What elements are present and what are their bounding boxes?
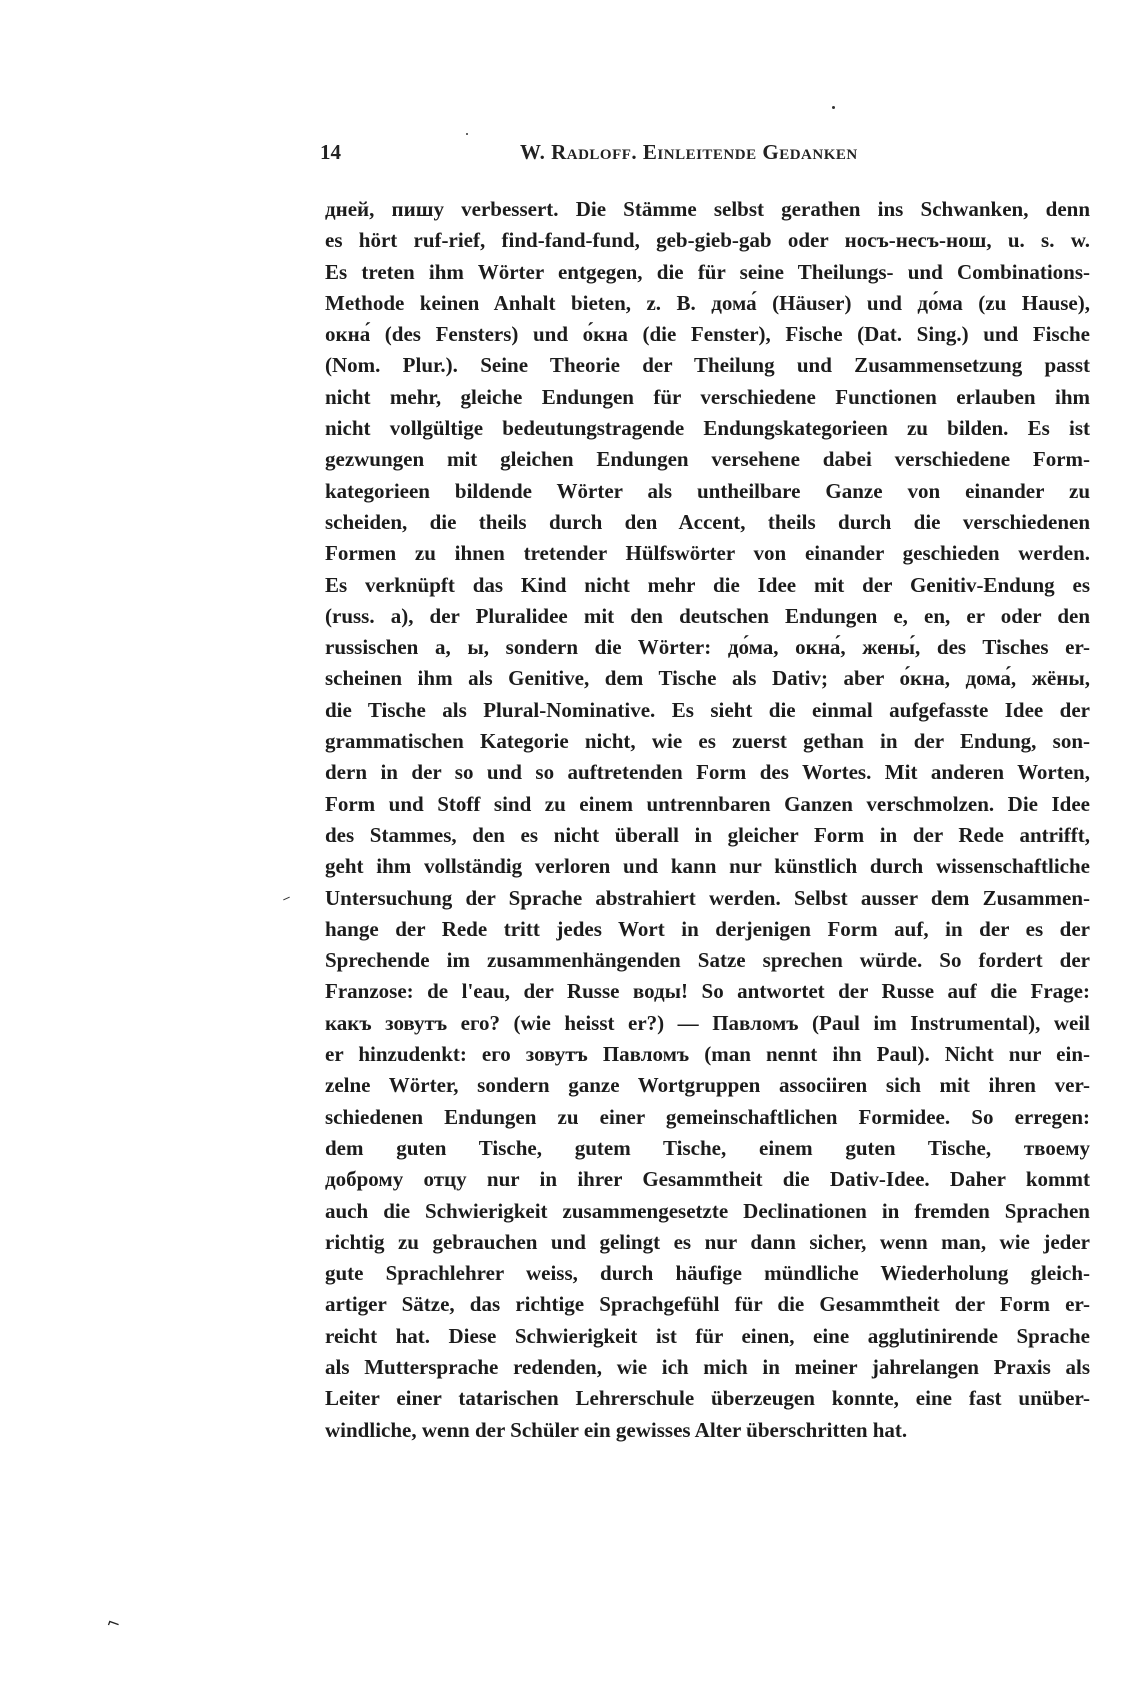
- text-line: Sprechende im zusammenhängenden Satze sprechen würde. So fordert der: [325, 948, 1090, 973]
- running-head: [320, 140, 880, 174]
- scan-speck: [466, 133, 468, 135]
- text-line: es hört ruf-rief, find-fand-fund, geb-gieb-gab oder носъ-несъ-нош, u. s. w.: [325, 228, 1090, 253]
- text-line: richtig zu gebrauchen und gelingt es nur dann sicher, wenn man, wie jeder: [325, 1229, 1090, 1254]
- text-line: grammatischen Kategorie nicht, wie es zuerst gethan in der Endung, son-: [325, 729, 1090, 754]
- text-line: nicht vollgültige bedeutungstragende Endungskategorieen zu bilden. Es ist: [325, 416, 1090, 441]
- text-line: dern in der so und so auftretenden Form des Wortes. Mit anderen Worten,: [325, 760, 1090, 785]
- text-line: schiedenen Endungen zu einer gemeinschaftlichen Formidee. So erregen:: [325, 1104, 1090, 1129]
- text-line: nicht mehr, gleiche Endungen für verschiedene Functionen erlauben ihm: [325, 384, 1090, 409]
- text-line: окна́ (des Fensters) und о́кна (die Fenster), Fische (Dat. Sing.) und Fische: [325, 322, 1090, 347]
- text-line: доброму отцу nur in ihrer Gesammtheit die Dativ-Idee. Daher kommt: [325, 1167, 1090, 1192]
- text-line: gezwungen mit gleichen Endungen versehene dabei verschiedene Form-: [325, 447, 1090, 472]
- text-line: gute Sprachlehrer weiss, durch häufige mündliche Wiederholung gleich-: [325, 1261, 1090, 1286]
- text-line: windliche, wenn der Schüler ein gewisses Alter überschritten hat.: [325, 1417, 908, 1442]
- text-line: als Muttersprache redenden, wie ich mich in meiner jahrelangen Praxis als: [325, 1354, 1090, 1379]
- text-line: Methode keinen Anhalt bieten, z. B. дома́ (Häuser) und до́ма (zu Hause),: [325, 290, 1090, 315]
- text-line: Es verknüpft das Kind nicht mehr die Idee mit der Genitiv-Endung es: [325, 572, 1090, 597]
- text-line: Untersuchung der Sprache abstrahiert werden. Selbst ausser dem Zusammen-: [325, 885, 1090, 910]
- running-title: W. Radloff. Einleitende Gedanken: [520, 140, 858, 164]
- scan-speck: [283, 897, 290, 901]
- page-number: 14: [320, 140, 341, 164]
- text-line: Form und Stoff sind zu einem untrennbaren Ganzen verschmolzen. Die Idee: [325, 791, 1090, 816]
- text-line: zelne Wörter, sondern ganze Wortgruppen associiren sich mit ihren ver-: [325, 1073, 1090, 1098]
- body-text: [325, 194, 1090, 1446]
- text-line: kategorieen bildende Wörter als untheilbare Ganze von einander zu: [325, 478, 1090, 503]
- scan-speck: [832, 106, 835, 109]
- text-line: Es treten ihm Wörter entgegen, die für seine Theilungs- und Combinations-: [325, 259, 1090, 284]
- text-line: hange der Rede tritt jedes Wort in derjenigen Form auf, in der es der: [325, 916, 1090, 941]
- text-line: днeй, пишу verbessert. Die Stämme selbst gerathen ins Schwanken, denn: [325, 197, 1090, 221]
- text-line: dem guten Tische, gutem Tische, einem guten Tische, твоему: [325, 1135, 1090, 1160]
- text-line: scheinen ihm als Genitive, dem Tische als Dativ; aber о́кна, дома́, жёны,: [325, 666, 1090, 691]
- text-line: Franzose: de l'eau, der Russe воды! So antwortet der Russe auf die Frage:: [325, 979, 1090, 1004]
- text-line: des Stammes, den es nicht überall in gleicher Form in der Rede antrifft,: [325, 822, 1090, 847]
- text-line: (Nom. Plur.). Seine Theorie der Theilung und Zusammensetzung passt: [325, 353, 1090, 378]
- text-line: auch die Schwierigkeit zusammengesetzte Declinationen in fremden Sprachen: [325, 1198, 1090, 1223]
- text-line: russischen а, ы, sondern die Wörter: до́ма, окна́, жены́, des Tisches er-: [325, 635, 1090, 660]
- text-line: artiger Sätze, das richtige Sprachgefühl für die Gesammtheit der Form er-: [325, 1292, 1090, 1317]
- text-line: Formen zu ihnen tretender Hülfswörter von einander geschieden werden.: [325, 541, 1090, 566]
- text-line: какъ зовутъ его? (wie heisst er?) — Павломъ (Paul im Instrumental), weil: [325, 1010, 1090, 1035]
- text-line: (russ. a), der Pluralidee mit den deutschen Endungen e, en, er oder den: [325, 603, 1090, 628]
- text-line: er hinzudenkt: его зовутъ Павломъ (man nennt ihn Paul). Nicht nur ein-: [325, 1042, 1090, 1067]
- scan-mark: ⌐: [104, 1612, 124, 1635]
- text-line: scheiden, die theils durch den Accent, theils durch die verschiedenen: [325, 509, 1090, 534]
- text-line: die Tische als Plural-Nominative. Es sieht die einmal aufgefasste Idee der: [325, 697, 1090, 722]
- text-line: geht ihm vollständig verloren und kann nur künstlich durch wissenschaftliche: [325, 854, 1090, 879]
- text-line: reicht hat. Diese Schwierigkeit ist für einen, eine agglutinirende Sprache: [325, 1323, 1090, 1348]
- text-line: Leiter einer tatarischen Lehrerschule überzeugen konnte, eine fast unüber-: [325, 1386, 1090, 1411]
